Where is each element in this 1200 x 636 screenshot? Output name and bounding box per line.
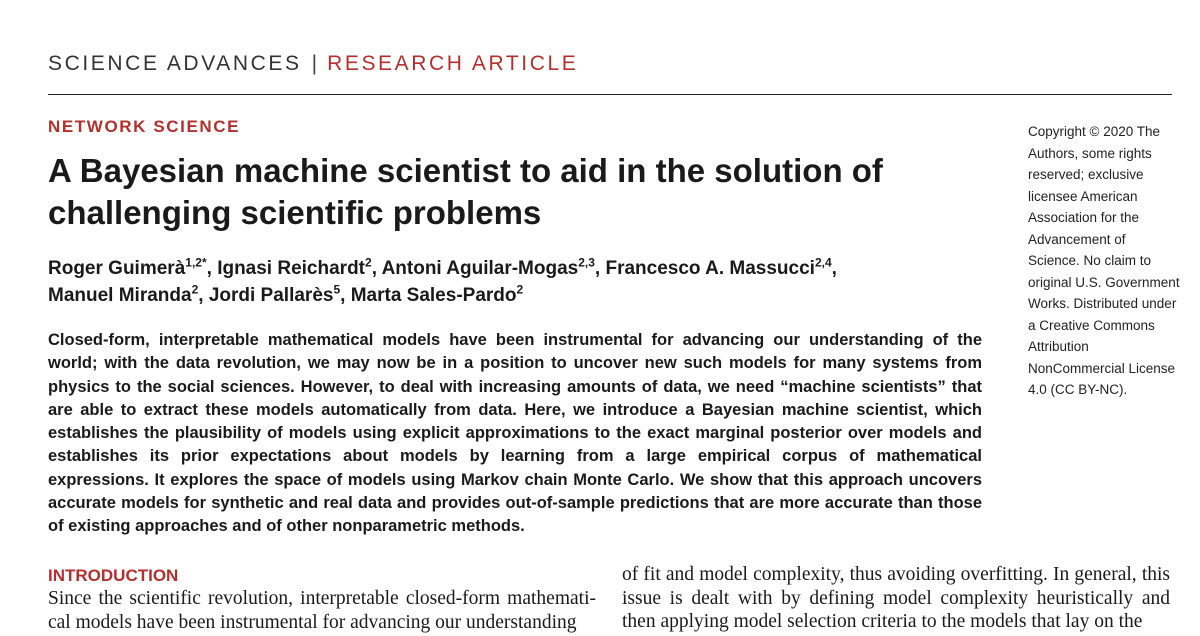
introduction-left-column: Since the scientific revolution, interpretable closed-form mathematical models have been instrumental for advancing our understanding — [48, 588, 596, 633]
journal-name: SCIENCE ADVANCES — [48, 52, 302, 75]
author-name: Marta Sales-Pardo — [350, 285, 517, 306]
author-affiliation: 2,3 — [578, 255, 595, 270]
introduction-heading: INTRODUCTION — [48, 566, 179, 585]
abstract: Closed-form, interpretable mathematical models have been instrumental for advancing our understanding of the world; with the data revolution, we may now be in a position to uncover new such models for many systems from physics to the social sciences. However, to deal with increasing amounts of data, we need “machine scientists” that are able to extract these models automatically from data. Here, we introduce a Bayesian machine scientist, which establishes the plausibility of models using explicit approximations to the exact marginal posterior over models and establishes its prior expectations about models by learning from a large empirical corpus of mathematical expressions. It explores the space of models using Markov chain Monte Carlo. We show that this approach uncovers accurate models for synthetic and real data and provides out-of-sample predictions that are more accurate than those of existing approaches and of other nonparametric methods. — [48, 331, 982, 536]
introduction-right-column: of fit and model complexity, thus avoiding overfitting. In general, this issue is dealt with by defining model complexity heuristically and then applying model selection criteria to the models that lay on the — [622, 564, 1170, 632]
author-name: Roger Guimerà — [48, 258, 186, 279]
author-name: Francesco A. Massucci — [605, 258, 815, 279]
author-affiliation: 2 — [191, 282, 199, 297]
author-name: Antoni Aguilar-Mogas — [381, 258, 579, 279]
author-name: Jordi Pallarès — [208, 285, 334, 306]
author-affiliation: 2 — [365, 255, 372, 270]
section-label: NETWORK SCIENCE — [48, 117, 241, 136]
author-affiliation: 1,2* — [185, 255, 207, 270]
copyright-notice: Copyright © 2020 The Authors, some rights reserved; exclusive licensee American Association for the Advancement of Science. No claim to original U.S. Government Works. Distributed under a Creative Commons Attribution NonCommercial License 4.0 (CC BY-NC). — [1028, 124, 1180, 397]
paper-title: A Bayesian machine scientist to aid in the solution of challenging scientific problems — [48, 152, 883, 231]
journal-header — [48, 52, 578, 76]
header-divider — [48, 94, 1172, 95]
author-affiliation: 2,4 — [814, 255, 832, 270]
journal-separator: | — [311, 52, 318, 75]
article-type: RESEARCH ARTICLE — [327, 52, 579, 75]
author-name: Ignasi Reichardt — [217, 258, 366, 279]
author-name: Manuel Miranda — [48, 285, 192, 306]
author-affiliation: 5 — [333, 282, 341, 297]
author-list: Roger Guimerà$^{1,2*}$, Ignasi Reichardt$^2$, Antoni Aguilar-Mogas$^{2,3}$, Francesco A. Massucci$^{2,4}$, Manuel Miranda$^2$, Jordi Pallarès$^5$, Marta Sales-Pardo$^2$ — [48, 255, 837, 306]
author-affiliation: 2 — [516, 282, 524, 297]
